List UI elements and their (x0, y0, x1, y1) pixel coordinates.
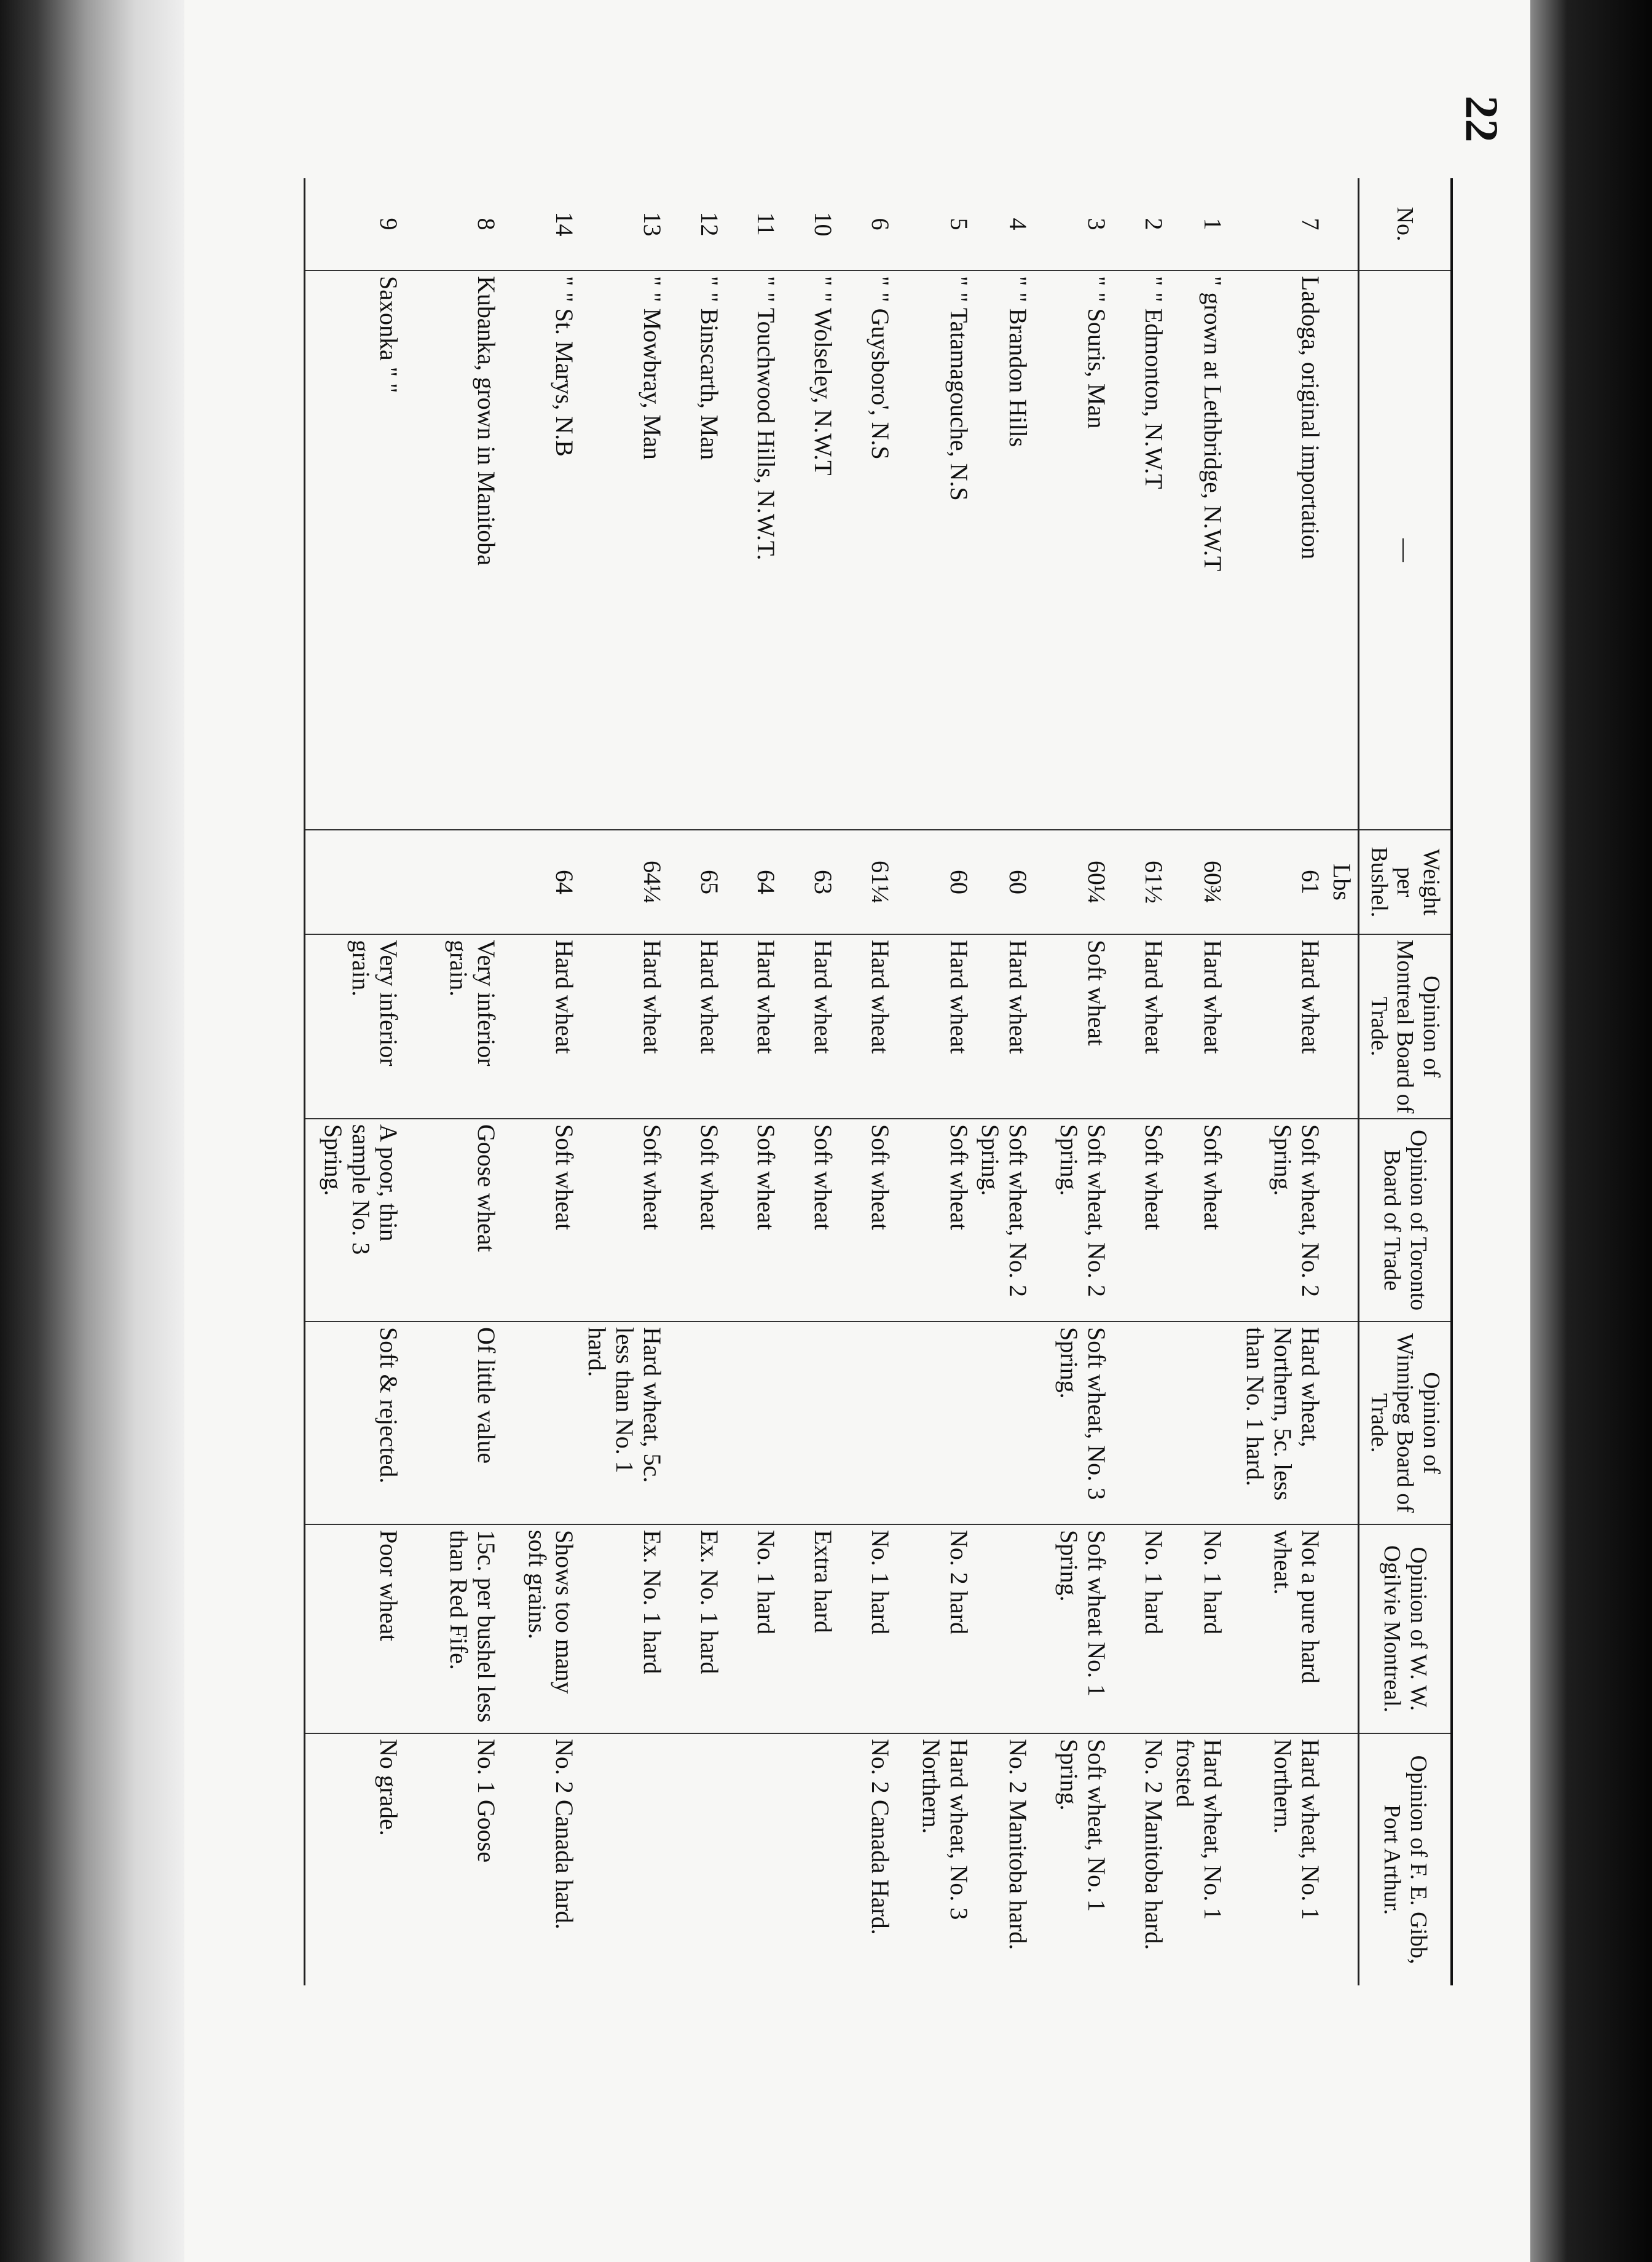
row-ogilvie-opinion: No. 2 hard (895, 1524, 974, 1733)
row-gibb-opinion: Hard wheat, No. 1 Northern. (1268, 1739, 1324, 1920)
row-toronto-opinion: Soft wheat (724, 1119, 781, 1322)
row-gibb-opinion (724, 1733, 781, 1985)
row-winnipeg-opinion: Hard wheat, Northern, 5c. less than No. 1 hard. (1227, 1322, 1325, 1524)
table-row (1227, 178, 1325, 1985)
row-winnipeg-opinion (501, 1322, 580, 1524)
row-variety: Kubanka, grown in Manitoba (403, 270, 501, 830)
table-body (305, 178, 1359, 1985)
row-weight: 63 (781, 830, 838, 934)
row-toronto-opinion: Goose wheat (403, 1119, 501, 1322)
header-ogilvie: Opinion of W. W. Ogilvie Montreal. (1359, 1524, 1452, 1733)
row-winnipeg-opinion (838, 1322, 895, 1524)
row-gibb-opinion (781, 1733, 838, 1985)
table-row (501, 178, 580, 1985)
row-toronto-opinion: Soft wheat, No. 2 Spring. (1227, 1119, 1325, 1322)
row-ogilvie-opinion: Not a pure hard wheat. (1227, 1524, 1325, 1733)
table-row (1111, 178, 1168, 1985)
units-row (1325, 178, 1359, 1985)
row-toronto-opinion: Soft wheat (579, 1119, 667, 1322)
header-no: No. (1359, 178, 1452, 270)
row-weight: 61¼ (838, 830, 895, 934)
row-ogilvie-opinion: Shows too many soft grains. (501, 1524, 580, 1733)
header-gibb: Opinion of F. E. Gibb, Port Arthur. (1359, 1733, 1452, 1985)
row-ogilvie-opinion: No. 1 hard (838, 1524, 895, 1733)
row-gibb-opinion: No. 2 Canada Hard. (866, 1739, 894, 1935)
row-variety: " grown at Lethbridge, N.W.T (1168, 270, 1227, 830)
row-number: 13 (579, 178, 667, 270)
row-variety: " " Guysboro', N.S (838, 270, 895, 830)
row-toronto-opinion: Soft wheat (1168, 1119, 1227, 1322)
row-number: 11 (724, 178, 781, 270)
row-toronto-opinion: Soft wheat (501, 1119, 580, 1322)
rotated-table-frame (304, 178, 1453, 1985)
row-variety: " " Edmonton, N.W.T (1111, 270, 1168, 830)
row-number: 14 (501, 178, 580, 270)
row-montreal-opinion: Hard wheat (781, 934, 838, 1119)
row-gibb-opinion: No. 2 Canada hard. (551, 1739, 579, 1929)
row-winnipeg-opinion (724, 1322, 781, 1524)
table-row (305, 178, 403, 1985)
row-toronto-opinion: A poor, thin sample No. 3 Spring. (305, 1119, 403, 1322)
row-ogilvie-opinion: Poor wheat (305, 1524, 403, 1733)
row-montreal-opinion: Very inferior grain. (403, 934, 501, 1119)
row-weight: 65 (667, 830, 724, 934)
row-number: 3 (1032, 178, 1111, 270)
header-montreal: Opinion of Montreal Board of Trade. (1359, 934, 1452, 1119)
row-variety: " " Souris, Man (1032, 270, 1111, 830)
row-variety: " " Wolseley, N.W.T (781, 270, 838, 830)
table-row (838, 178, 895, 1985)
row-winnipeg-opinion: Of little value (403, 1322, 501, 1524)
row-number: 8 (403, 178, 501, 270)
table-row (781, 178, 838, 1985)
row-winnipeg-opinion: Soft & rejected. (305, 1322, 403, 1524)
row-gibb-opinion: Hard wheat, No. 1 frosted (1171, 1739, 1227, 1920)
row-variety: Ladoga, original importation (1227, 270, 1325, 830)
row-toronto-opinion: Soft wheat (838, 1119, 895, 1322)
row-winnipeg-opinion (895, 1322, 974, 1524)
row-ogilvie-opinion: Ex. No. 1 hard (579, 1524, 667, 1733)
row-number: 9 (305, 178, 403, 270)
row-ogilvie-opinion: Ex. No. 1 hard (667, 1524, 724, 1733)
table-row (579, 178, 667, 1985)
row-winnipeg-opinion (1111, 1322, 1168, 1524)
row-variety: Saxonka " " (305, 270, 403, 830)
row-variety: " " Mowbray, Man (579, 270, 667, 830)
header-variety: — (1359, 270, 1452, 830)
row-variety: " " Touchwood Hills, N.W.T. (724, 270, 781, 830)
row-gibb-opinion (667, 1733, 724, 1985)
row-winnipeg-opinion (667, 1322, 724, 1524)
row-weight: 60 (974, 830, 1032, 934)
row-weight: 64 (501, 830, 580, 934)
row-weight: 60¾ (1168, 830, 1227, 934)
row-montreal-opinion: Hard wheat (838, 934, 895, 1119)
row-ogilvie-opinion: Extra hard (781, 1524, 838, 1733)
row-ogilvie-opinion: 15c. per bushel less than Red Fife. (403, 1524, 501, 1733)
row-toronto-opinion: Soft wheat (667, 1119, 724, 1322)
row-number: 4 (974, 178, 1032, 270)
row-weight: 61½ (1111, 830, 1168, 934)
row-weight: 60¼ (1032, 830, 1111, 934)
row-number: 6 (838, 178, 895, 270)
row-montreal-opinion: Soft wheat (1032, 934, 1111, 1119)
row-gibb-opinion (579, 1733, 667, 1985)
row-weight: 60 (895, 830, 974, 934)
row-variety: " " Binscarth, Man (667, 270, 724, 830)
row-montreal-opinion: Hard wheat (501, 934, 580, 1119)
row-number: 1 (1168, 178, 1227, 270)
row-weight: 61 (1227, 830, 1325, 934)
table-row (1032, 178, 1111, 1985)
row-montreal-opinion: Hard wheat (974, 934, 1032, 1119)
row-ogilvie-opinion: No. 1 hard (1111, 1524, 1168, 1733)
table-header-row (1359, 178, 1452, 1985)
wheat-opinion-table (304, 178, 1453, 1985)
row-montreal-opinion: Hard wheat (579, 934, 667, 1119)
table-row (724, 178, 781, 1985)
row-gibb-opinion: No. 2 Manitoba hard. (1139, 1739, 1168, 1950)
row-gibb-opinion: Soft wheat, No. 1 Spring. (1055, 1739, 1111, 1912)
row-variety: " " Tatamagouche, N.S (895, 270, 974, 830)
row-ogilvie-opinion: Soft wheat No. 1 Spring. (1032, 1524, 1111, 1733)
row-toronto-opinion: Soft wheat (781, 1119, 838, 1322)
table-row (974, 178, 1032, 1985)
row-number: 5 (895, 178, 974, 270)
row-ogilvie-opinion: No. 1 hard (724, 1524, 781, 1733)
header-winnipeg: Opinion of Winnipeg Board of Trade. (1359, 1322, 1452, 1524)
row-toronto-opinion: Soft wheat (1111, 1119, 1168, 1322)
row-toronto-opinion: Soft wheat (895, 1119, 974, 1322)
row-weight: 64 (724, 830, 781, 934)
row-toronto-opinion: Soft wheat, No. 2 Spring. (974, 1119, 1032, 1322)
row-gibb-opinion: No. 2 Manitoba hard. (1004, 1739, 1032, 1950)
row-ogilvie-opinion (974, 1524, 1032, 1733)
row-montreal-opinion: Hard wheat (724, 934, 781, 1119)
row-variety: " " Brandon Hills (974, 270, 1032, 830)
row-winnipeg-opinion: Hard wheat, 5c. less than No. 1 hard. (579, 1322, 667, 1524)
header-weight: Weight per Bushel. (1359, 830, 1452, 934)
weight-unit: Lbs (1325, 830, 1359, 934)
row-toronto-opinion: Soft wheat, No. 2 Spring. (1032, 1119, 1111, 1322)
row-variety: " " St. Marys, N.B (501, 270, 580, 830)
row-montreal-opinion: Hard wheat (1111, 934, 1168, 1119)
row-number: 7 (1227, 178, 1325, 270)
row-weight: 64¼ (579, 830, 667, 934)
header-toronto: Opinion of Toronto Board of Trade (1359, 1119, 1452, 1322)
row-ogilvie-opinion: No. 1 hard (1168, 1524, 1227, 1733)
page-number: 22 (1455, 95, 1508, 143)
row-montreal-opinion: Hard wheat (1168, 934, 1227, 1119)
row-montreal-opinion: Very inferior grain. (305, 934, 403, 1119)
row-weight (305, 830, 403, 934)
row-gibb-opinion: No grade. (305, 1733, 403, 1985)
row-gibb-opinion: Hard wheat, No. 3 Northern. (917, 1739, 973, 1920)
table-row (667, 178, 724, 1985)
table-row (1168, 178, 1227, 1985)
row-number: 10 (781, 178, 838, 270)
row-gibb-opinion: No. 1 Goose (472, 1739, 500, 1863)
row-number: 2 (1111, 178, 1168, 270)
row-montreal-opinion: Hard wheat (895, 934, 974, 1119)
row-winnipeg-opinion: Soft wheat, No. 3 Spring. (1032, 1322, 1111, 1524)
row-winnipeg-opinion (974, 1322, 1032, 1524)
table-row (895, 178, 974, 1985)
row-winnipeg-opinion (1168, 1322, 1227, 1524)
row-winnipeg-opinion (781, 1322, 838, 1524)
row-weight (403, 830, 501, 934)
row-number: 12 (667, 178, 724, 270)
row-montreal-opinion: Hard wheat (667, 934, 724, 1119)
table-row (403, 178, 501, 1985)
row-montreal-opinion: Hard wheat (1227, 934, 1325, 1119)
page-edge-shadow (1530, 0, 1652, 2262)
